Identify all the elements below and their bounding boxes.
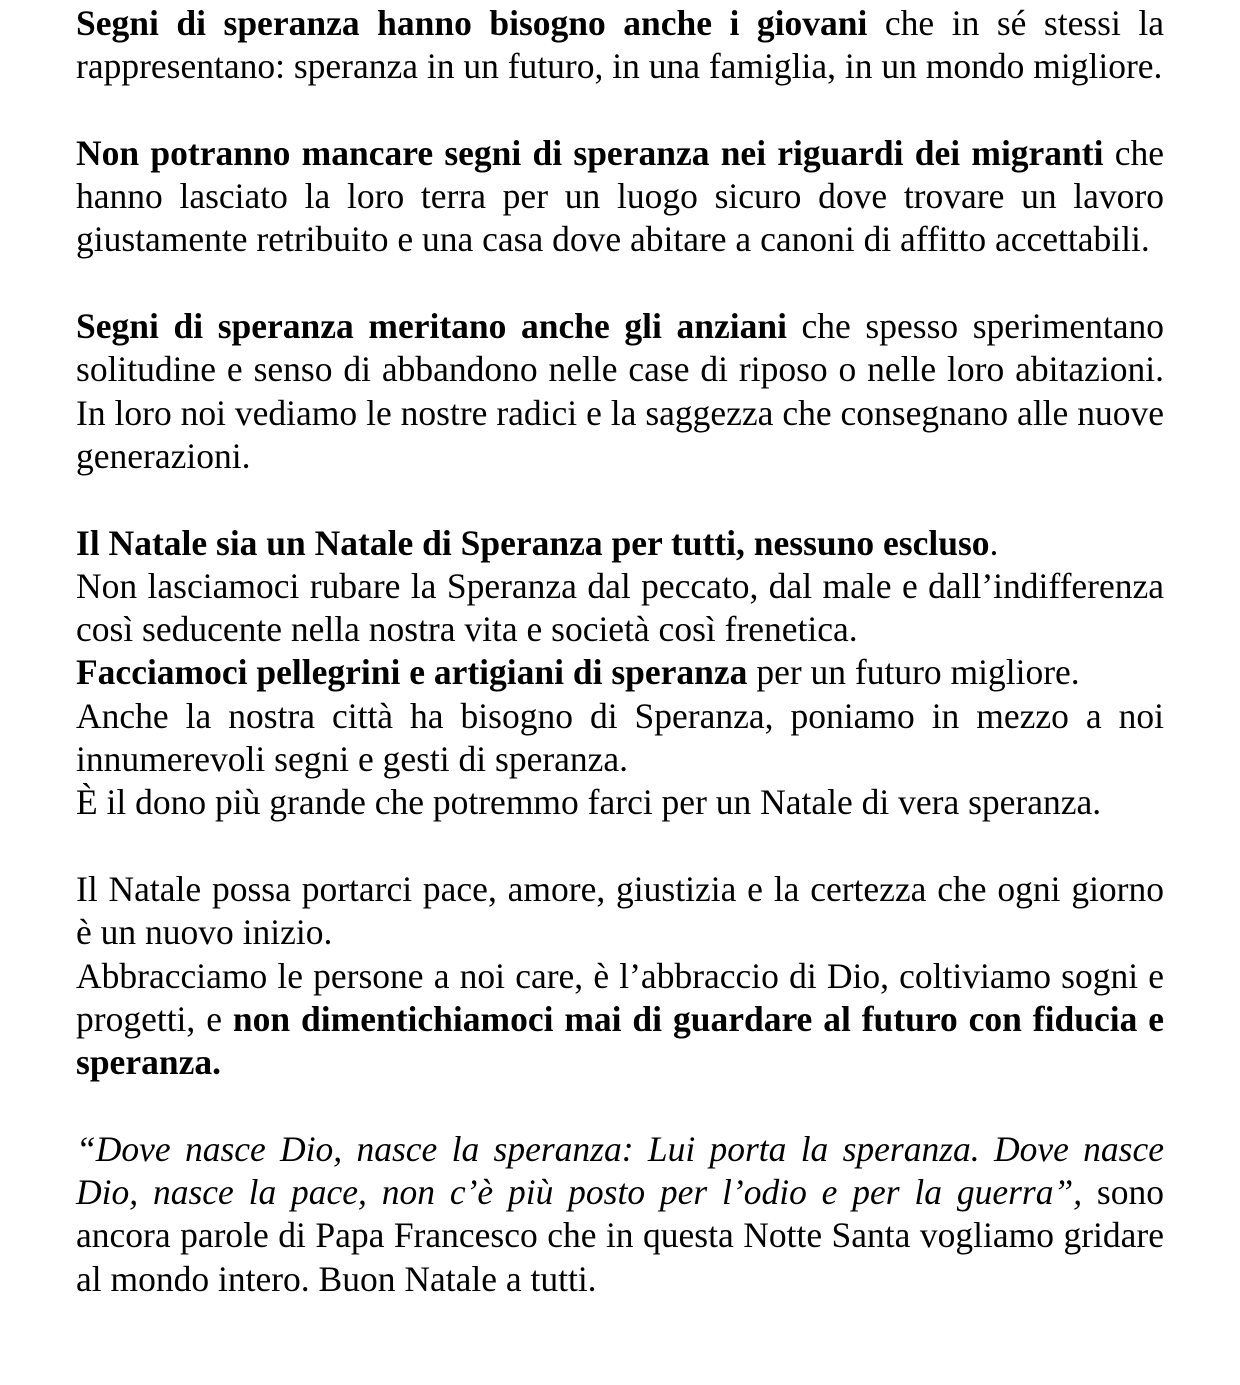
quote-papa-francesco: “Dove nasce Dio, nasce la speranza: Lui porta la speranza. Dove nasce Dio, nasce la pace, non c’è più posto per l’odio e per la guerra”, (76, 1128, 1164, 1213)
paragraph-abbracciamo (76, 955, 1164, 1085)
emphasis-pellegrini: Facciamoci pellegrini e artigiani di speranza (76, 652, 748, 693)
paragraph-citazione (76, 1128, 1164, 1301)
paragraph-spacer (76, 825, 1164, 868)
paragraph-dono: È il dono più grande che potremmo farci per un Natale di vera speranza. (76, 782, 1102, 823)
paragraph-citta: Anche la nostra città ha bisogno di Speranza, poniamo in mezzo a noi innumerevoli segni e gesti di speranza. (76, 695, 1164, 780)
text-buon-natale: sono ancora parole di Papa Francesco che in questa Notte Santa vogliamo gridare al mondo intero. Buon Natale a tutti. (76, 1172, 1164, 1299)
paragraph-pace: Il Natale possa portarci pace, amore, giustizia e la certezza che ogni giorno è un nuovo inizio. (76, 868, 1164, 953)
emphasis-anziani: Segni di speranza meritano anche gli anziani (76, 306, 787, 347)
paragraph-migranti (76, 132, 1164, 262)
text-giovani: che in sé stessi la rappresentano: speranza in un futuro, in una famiglia, in un mondo migliore. (76, 3, 1164, 87)
paragraph-anziani (76, 305, 1164, 478)
paragraph-natale-speranza (76, 522, 1164, 565)
paragraph-non-lasciamoci: Non lasciamoci rubare la Speranza dal peccato, dal male e dall’indifferenza così seducente nella nostra vita e società così frenetica. (76, 565, 1164, 650)
emphasis-migranti: Non potranno mancare segni di speranza nei riguardi dei migranti (76, 132, 1104, 173)
text-pellegrini: per un futuro migliore. (747, 652, 1080, 693)
paragraph-spacer (76, 262, 1164, 305)
text-anziani: che spesso sperimentano solitudine e senso di abbandono nelle case di riposo o nelle loro abitazioni. In loro noi vediamo le nostre radici e la saggezza che consegnano alle nuove generazioni. (76, 306, 1164, 476)
paragraph-pellegrini (76, 651, 1164, 694)
emphasis-natale-speranza: Il Natale sia un Natale di Speranza per tutti, nessuno escluso (76, 522, 990, 563)
paragraph-giovani (76, 2, 1164, 89)
document-page (76, 2, 1164, 1301)
text-natale-speranza: . (989, 522, 999, 563)
paragraph-spacer (76, 478, 1164, 521)
text-migranti: che hanno lasciato la loro terra per un luogo sicuro dove trovare un lavoro giustamente retribuito e una casa dove abitare a canoni di affitto accettabili. (76, 132, 1165, 260)
emphasis-giovani: Segni di speranza hanno bisogno anche i giovani (76, 3, 868, 43)
emphasis-fiducia: non dimentichiamoci mai di guardare al futuro con fiducia e speranza. (76, 998, 1164, 1083)
paragraph-spacer (76, 1084, 1164, 1127)
paragraph-spacer (76, 89, 1164, 132)
text-abbracciamo: Abbracciamo le persone a noi care, è l’abbraccio di Dio, coltiviamo sogni e progetti, e (76, 955, 1164, 1039)
